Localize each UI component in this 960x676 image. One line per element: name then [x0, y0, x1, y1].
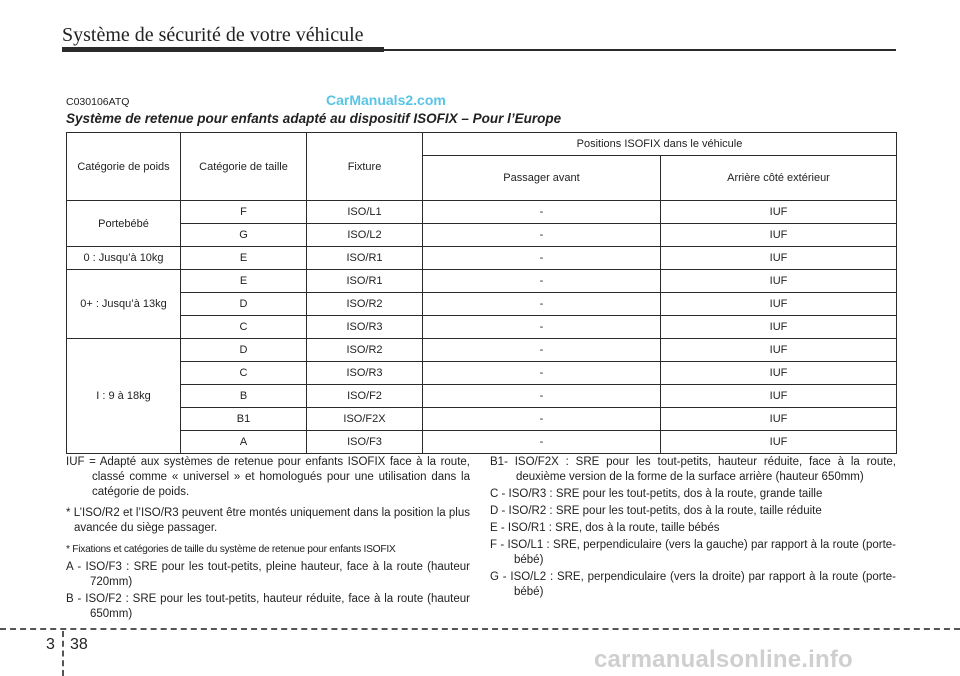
- header-rear-outboard: Arrière côté extérieur: [661, 156, 897, 201]
- front-passenger-cell: -: [423, 316, 661, 339]
- fixture-cell: ISO/L1: [307, 201, 423, 224]
- note-g: G - ISO/L2 : SRE, perpendiculaire (vers la droite) par rapport à la route (porte-bébé): [490, 571, 896, 598]
- table-row: [67, 224, 897, 247]
- rear-outboard-cell: IUF: [661, 385, 897, 408]
- rear-outboard-cell: IUF: [661, 293, 897, 316]
- table-row: [67, 247, 897, 270]
- table-row: [67, 431, 897, 454]
- front-passenger-cell: -: [423, 385, 661, 408]
- rear-outboard-cell: IUF: [661, 316, 897, 339]
- note-a: A - ISO/F3 : SRE pour les tout-petits, pleine hauteur, face à la route (hauteur 720mm): [66, 561, 470, 588]
- note-d: D - ISO/R2 : SRE pour les tout-petits, dos à la route, taille réduite: [490, 505, 822, 517]
- size-category-cell: D: [181, 339, 307, 362]
- page-number: 38: [70, 636, 88, 653]
- table-row: [67, 201, 897, 224]
- fixture-cell: ISO/F2: [307, 385, 423, 408]
- rear-outboard-cell: IUF: [661, 431, 897, 454]
- table-row: [67, 385, 897, 408]
- table-row: [67, 339, 897, 362]
- page-header-title: Système de sécurité de votre véhicule: [62, 24, 364, 46]
- isofix-table-body: [67, 201, 897, 454]
- notes-left-column: [66, 455, 470, 628]
- note-b: B - ISO/F2 : SRE pour les tout-petits, hauteur réduite, face à la route (hauteur 650mm): [66, 593, 470, 620]
- header-size-category: Catégorie de taille: [181, 133, 307, 201]
- size-category-cell: E: [181, 247, 307, 270]
- rear-outboard-cell: IUF: [661, 362, 897, 385]
- size-category-cell: B: [181, 385, 307, 408]
- front-passenger-cell: -: [423, 431, 661, 454]
- table-row: [67, 293, 897, 316]
- note-star-r2-r3: * L’ISO/R2 et l’ISO/R3 peuvent être montés uniquement dans la position la plus avancée du siège passager.: [66, 507, 470, 534]
- fixture-cell: ISO/R2: [307, 339, 423, 362]
- header-weight-category: Catégorie de poids: [67, 133, 181, 201]
- front-passenger-cell: -: [423, 362, 661, 385]
- size-category-cell: F: [181, 201, 307, 224]
- note-f: F - ISO/L1 : SRE, perpendiculaire (vers la gauche) par rapport à la route (porte-bébé): [490, 539, 896, 566]
- header-rule-thick: [62, 47, 384, 52]
- fixture-cell: ISO/R3: [307, 362, 423, 385]
- header-fixture: Fixture: [307, 133, 423, 201]
- header-isofix-positions: Positions ISOFIX dans le véhicule: [423, 133, 897, 156]
- note-b1: B1- ISO/F2X : SRE pour les tout-petits, hauteur réduite, face à la route, deuxième version de la forme de la surface arrière (hauteur 650mm): [490, 456, 896, 483]
- rear-outboard-cell: IUF: [661, 408, 897, 431]
- footer-divider: [62, 631, 64, 676]
- fixture-cell: ISO/L2: [307, 224, 423, 247]
- isofix-table-container: [66, 132, 897, 454]
- table-row: [67, 270, 897, 293]
- rear-outboard-cell: IUF: [661, 247, 897, 270]
- note-e: E - ISO/R1 : SRE, dos à la route, taille bébés: [490, 522, 720, 534]
- isofix-table: [66, 132, 897, 454]
- rear-outboard-cell: IUF: [661, 339, 897, 362]
- weight-category-cell: I : 9 à 18kg: [67, 339, 181, 454]
- table-row: [67, 408, 897, 431]
- front-passenger-cell: -: [423, 339, 661, 362]
- notes-right-column: [490, 455, 896, 606]
- rear-outboard-cell: IUF: [661, 224, 897, 247]
- table-row: [67, 362, 897, 385]
- footer-rule: [0, 628, 960, 630]
- front-passenger-cell: -: [423, 224, 661, 247]
- note-iuf: IUF = Adapté aux systèmes de retenue pour enfants ISOFIX face à la route, classé comme « universel » et homologués pour une utilisation dans la catégorie de poids.: [66, 456, 470, 498]
- weight-category-cell: 0 : Jusqu’à 10kg: [67, 247, 181, 270]
- fixture-cell: ISO/R1: [307, 247, 423, 270]
- size-category-cell: D: [181, 293, 307, 316]
- front-passenger-cell: -: [423, 247, 661, 270]
- header-rule-thin: [384, 49, 896, 51]
- note-c: C - ISO/R3 : SRE pour les tout-petits, dos à la route, grande taille: [490, 488, 823, 500]
- front-passenger-cell: -: [423, 201, 661, 224]
- watermark-top: CarManuals2.com: [326, 92, 446, 108]
- size-category-cell: A: [181, 431, 307, 454]
- size-category-cell: B1: [181, 408, 307, 431]
- rear-outboard-cell: IUF: [661, 201, 897, 224]
- weight-category-cell: 0+ : Jusqu’à 13kg: [67, 270, 181, 339]
- rear-outboard-cell: IUF: [661, 270, 897, 293]
- fixture-cell: ISO/R2: [307, 293, 423, 316]
- header-front-passenger: Passager avant: [423, 156, 661, 201]
- table-row: [67, 316, 897, 339]
- front-passenger-cell: -: [423, 408, 661, 431]
- front-passenger-cell: -: [423, 270, 661, 293]
- weight-category-cell: Portebébé: [67, 201, 181, 247]
- section-code: C030106ATQ: [66, 96, 130, 108]
- fixture-cell: ISO/F3: [307, 431, 423, 454]
- front-passenger-cell: -: [423, 293, 661, 316]
- fixture-cell: ISO/R1: [307, 270, 423, 293]
- size-category-cell: G: [181, 224, 307, 247]
- size-category-cell: C: [181, 362, 307, 385]
- size-category-cell: C: [181, 316, 307, 339]
- chapter-number: 3: [46, 636, 55, 653]
- fixture-cell: ISO/R3: [307, 316, 423, 339]
- fixture-cell: ISO/F2X: [307, 408, 423, 431]
- section-title: Système de retenue pour enfants adapté au dispositif ISOFIX – Pour l’Europe: [66, 111, 562, 126]
- size-category-cell: E: [181, 270, 307, 293]
- watermark-bottom: carmanualsonline.info: [594, 646, 853, 673]
- note-star-fixations: * Fixations et catégories de taille du système de retenue pour enfants ISOFIX: [66, 544, 396, 555]
